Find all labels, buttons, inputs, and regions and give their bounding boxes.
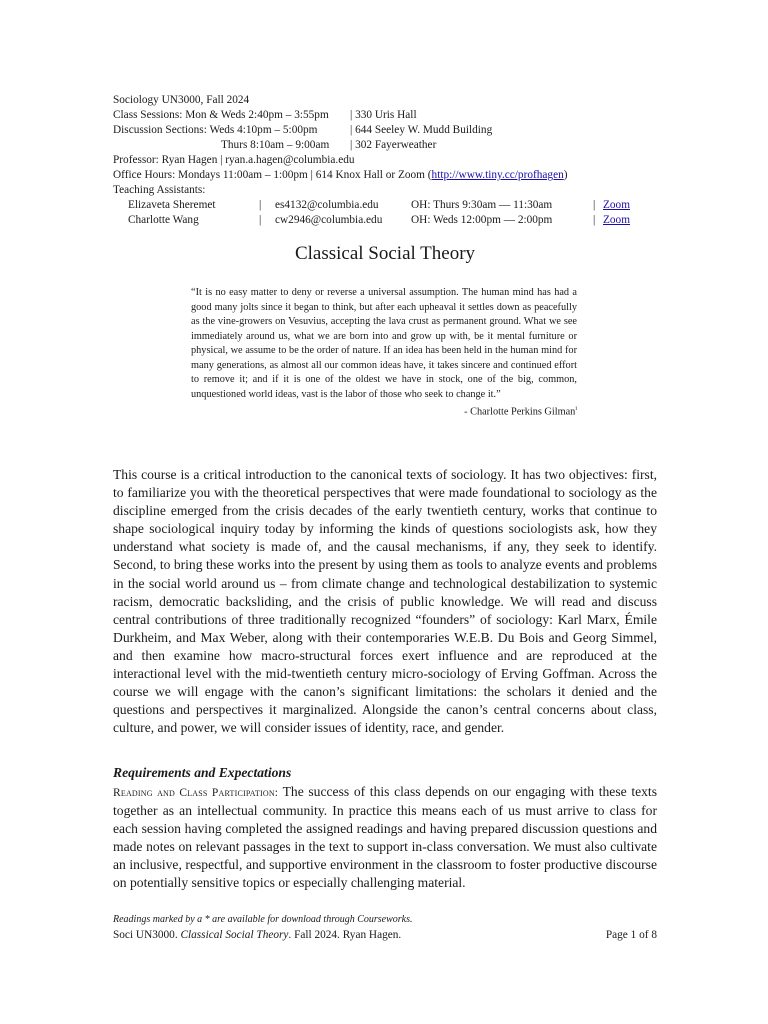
course-name: Sociology UN3000, Fall 2024 bbox=[113, 94, 250, 106]
ta-email: cw2946@columbia.edu bbox=[275, 214, 383, 226]
ta-label: Teaching Assistants: bbox=[113, 184, 206, 196]
page-footer bbox=[113, 929, 657, 941]
office-hours-link[interactable]: http://www.tiny.cc/profhagen bbox=[431, 169, 564, 181]
class-room: | 330 Uris Hall bbox=[350, 109, 417, 121]
ta-separator: | bbox=[259, 214, 262, 226]
ta-name: Elizaveta Sheremet bbox=[128, 199, 216, 211]
ta-row bbox=[113, 198, 657, 213]
page-title: Classical Social Theory bbox=[294, 243, 476, 264]
ta-zoom-link[interactable]: Zoom bbox=[603, 214, 630, 226]
quote-author: - Charlotte Perkins Gilman bbox=[464, 406, 576, 418]
office-hours: Office Hours: Mondays 11:00am – 1:00pm | 614 Knox Hall or Zoom ( bbox=[113, 169, 432, 181]
quote-attribution bbox=[191, 402, 577, 420]
ta-office-hours: OH: Thurs 9:30am — 11:30am bbox=[411, 199, 553, 211]
ta-row bbox=[113, 213, 657, 228]
footer-term: . Fall 2024. Ryan Hagen. bbox=[288, 929, 402, 941]
quote-text: “It is no easy matter to deny or reverse a universal assumption. The human mind has had a good many jolts since it began to think, but after each upheaval it settles down as peacefully as the vine-growers on Vesuvius, accepting the lava crust as permanent ground. What we see immediately around us, what we are born into and grow up with, be it mental furniture or physical, we assume to be the order of nature. If an idea has been held in the human mind for many generations, as almost all our common ideas have, it takes sincere and continued effort to remove it; and if it is one of the oldest we have in stock, one of the big, common, unquestioned world ideas, vast is the labor of those who seek to change it.” bbox=[191, 287, 577, 400]
participation-text: The success of this class depends on our engaging with these texts together as an intellectual community. In practice this means each of us must arrive to class for each session having completed the assigned readings and having prepared discussion questions and made notes on relevant passages in the text to support in-class conversation. We must also cultivate an inclusive, respectful, and supportive environment in the classroom to foster productive discourse on potentially sensitive topics or especially challenging material. bbox=[113, 784, 657, 891]
discussion-room-1: | 644 Seeley W. Mudd Building bbox=[350, 124, 493, 136]
class-sessions: Class Sessions: Mon & Weds 2:40pm – 3:55pm bbox=[113, 109, 329, 121]
discussion-room-2: | 302 Fayerweather bbox=[350, 139, 437, 151]
ta-name: Charlotte Wang bbox=[128, 214, 199, 226]
office-hours-close: ) bbox=[563, 169, 568, 181]
ta-separator: | bbox=[259, 199, 262, 211]
ta-pipe: | bbox=[593, 199, 596, 211]
course-header bbox=[113, 93, 657, 228]
course-description: This course is a critical introduction to the canonical texts of sociology. It has two objectives: first, to familiarize you with the theoretical perspectives that were made foundational to sociology as the discipline emerged from the crisis decades of the early twentieth century, works that continue to shape sociological inquiry today by informing the kinds of questions sociologists ask, how they understand what society is made of, and the causal mechanisms, if any, they seek to identify. Second, to bring these works into the present by using them as tools to analyze events and problems in the social world around us – from climate change and technological destabilization to systemic racism, democratic backsliding, and the crisis of public knowledge. We will read and discuss central contributions of three traditionally recognized “founders” of sociology: Karl Marx, Émile Durkheim, and Max Weber, along with their contemporaries W.E.B. Du Bois and Georg Simmel, and then examine how macro-structural forces exert influence and are reproduced at the interactional level with the mid-twentieth century micro-sociology of Erving Goffman. Across the course we will engage with the canon’s significant limitations: the scholars it denied and the questions and perspectives it marginalized. Alongside the canon’s central concerns about class, culture, and power, we will consider issues of identity, race, and gender. bbox=[113, 467, 657, 736]
ta-email: es4132@columbia.edu bbox=[275, 199, 379, 211]
discussion-time-2: Thurs 8:10am – 9:00am bbox=[221, 139, 330, 151]
participation-subheading: Reading and Class Participation: bbox=[113, 787, 279, 799]
ta-office-hours: OH: Weds 12:00pm — 2:00pm bbox=[411, 214, 553, 226]
discussion-sections: Discussion Sections: Weds 4:10pm – 5:00pm bbox=[113, 124, 318, 136]
professor-info: Professor: Ryan Hagen | ryan.a.hagen@columbia.edu bbox=[113, 154, 355, 166]
footnote-mark[interactable]: i bbox=[575, 406, 577, 412]
syllabus-page bbox=[113, 93, 657, 941]
footer-course: Soci UN3000. bbox=[113, 929, 181, 941]
ta-pipe: | bbox=[593, 214, 596, 226]
ta-zoom-link[interactable]: Zoom bbox=[603, 199, 630, 211]
readings-note: Readings marked by a * are available for download through Courseworks. bbox=[113, 914, 413, 925]
page-number: Page 1 of 8 bbox=[605, 929, 657, 941]
epigraph-quote bbox=[191, 286, 577, 420]
footer-course-title: Classical Social Theory bbox=[180, 929, 289, 941]
requirements-paragraph bbox=[113, 783, 657, 893]
section-heading: Requirements and Expectations bbox=[113, 765, 292, 780]
